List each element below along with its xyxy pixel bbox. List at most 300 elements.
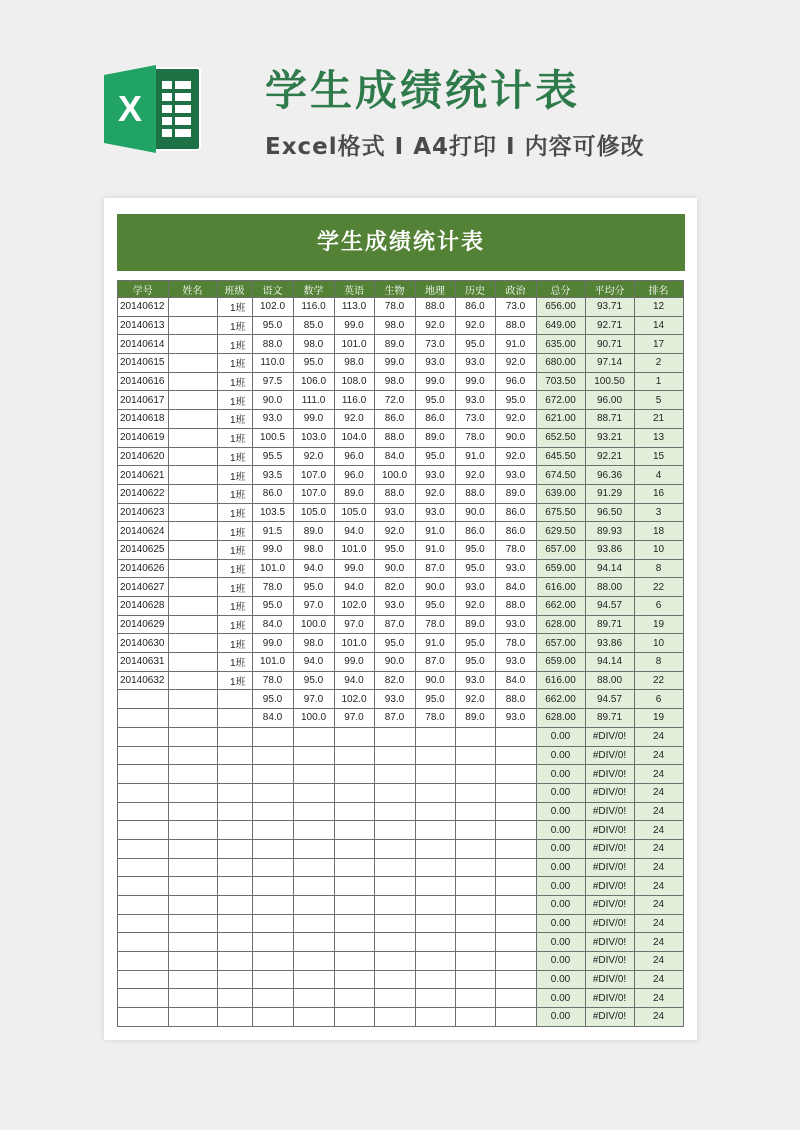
- cell-politics[interactable]: 95.0: [495, 391, 536, 410]
- cell-rank[interactable]: 15: [634, 447, 683, 466]
- cell-student-id[interactable]: [118, 727, 169, 746]
- cell-total[interactable]: 639.00: [536, 484, 585, 503]
- cell-math[interactable]: [293, 1008, 334, 1027]
- cell-class[interactable]: 1班: [217, 298, 252, 317]
- cell-english[interactable]: 89.0: [334, 484, 374, 503]
- column-header-biology[interactable]: 生物: [374, 281, 415, 298]
- cell-geography[interactable]: 78.0: [415, 709, 455, 728]
- cell-average[interactable]: 89.71: [585, 615, 634, 634]
- cell-politics[interactable]: [495, 727, 536, 746]
- column-header-chinese[interactable]: 语文: [252, 281, 293, 298]
- cell-geography[interactable]: [415, 877, 455, 896]
- cell-class[interactable]: [217, 802, 252, 821]
- cell-geography[interactable]: 91.0: [415, 634, 455, 653]
- cell-english[interactable]: 92.0: [334, 410, 374, 429]
- cell-history[interactable]: 88.0: [455, 484, 495, 503]
- cell-history[interactable]: 86.0: [455, 522, 495, 541]
- cell-math[interactable]: [293, 746, 334, 765]
- cell-politics[interactable]: [495, 914, 536, 933]
- cell-average[interactable]: 94.14: [585, 559, 634, 578]
- cell-average[interactable]: 89.71: [585, 709, 634, 728]
- cell-name[interactable]: [168, 428, 217, 447]
- cell-name[interactable]: [168, 783, 217, 802]
- cell-politics[interactable]: 88.0: [495, 690, 536, 709]
- cell-average[interactable]: 88.00: [585, 578, 634, 597]
- cell-class[interactable]: [217, 1008, 252, 1027]
- cell-total[interactable]: 649.00: [536, 316, 585, 335]
- cell-chinese[interactable]: [252, 858, 293, 877]
- cell-english[interactable]: [334, 746, 374, 765]
- cell-biology[interactable]: [374, 877, 415, 896]
- cell-politics[interactable]: [495, 858, 536, 877]
- cell-chinese[interactable]: [252, 970, 293, 989]
- cell-english[interactable]: 99.0: [334, 559, 374, 578]
- cell-total[interactable]: 0.00: [536, 858, 585, 877]
- cell-english[interactable]: 96.0: [334, 447, 374, 466]
- cell-english[interactable]: [334, 970, 374, 989]
- cell-average[interactable]: #DIV/0!: [585, 896, 634, 915]
- cell-class[interactable]: [217, 690, 252, 709]
- cell-rank[interactable]: 22: [634, 578, 683, 597]
- cell-english[interactable]: [334, 877, 374, 896]
- cell-name[interactable]: [168, 821, 217, 840]
- cell-rank[interactable]: 24: [634, 839, 683, 858]
- cell-total[interactable]: 662.00: [536, 597, 585, 616]
- cell-geography[interactable]: [415, 839, 455, 858]
- cell-chinese[interactable]: [252, 746, 293, 765]
- cell-rank[interactable]: 8: [634, 559, 683, 578]
- cell-politics[interactable]: 89.0: [495, 484, 536, 503]
- cell-geography[interactable]: 86.0: [415, 410, 455, 429]
- cell-politics[interactable]: [495, 765, 536, 784]
- cell-average[interactable]: 96.36: [585, 466, 634, 485]
- cell-rank[interactable]: 17: [634, 335, 683, 354]
- cell-math[interactable]: 107.0: [293, 484, 334, 503]
- cell-student-id[interactable]: 20140620: [118, 447, 169, 466]
- cell-student-id[interactable]: [118, 952, 169, 971]
- cell-math[interactable]: [293, 914, 334, 933]
- cell-english[interactable]: 102.0: [334, 597, 374, 616]
- cell-total[interactable]: 0.00: [536, 914, 585, 933]
- cell-history[interactable]: 93.0: [455, 578, 495, 597]
- cell-biology[interactable]: [374, 802, 415, 821]
- cell-politics[interactable]: 78.0: [495, 634, 536, 653]
- cell-average[interactable]: 93.71: [585, 298, 634, 317]
- cell-total[interactable]: 657.00: [536, 540, 585, 559]
- cell-biology[interactable]: 88.0: [374, 484, 415, 503]
- cell-rank[interactable]: 24: [634, 1008, 683, 1027]
- cell-geography[interactable]: 87.0: [415, 559, 455, 578]
- cell-chinese[interactable]: [252, 783, 293, 802]
- cell-chinese[interactable]: [252, 727, 293, 746]
- cell-chinese[interactable]: [252, 821, 293, 840]
- cell-history[interactable]: 73.0: [455, 410, 495, 429]
- cell-total[interactable]: 0.00: [536, 783, 585, 802]
- cell-class[interactable]: [217, 989, 252, 1008]
- cell-rank[interactable]: 2: [634, 354, 683, 373]
- column-header-student-id[interactable]: 学号: [118, 281, 169, 298]
- cell-rank[interactable]: 24: [634, 914, 683, 933]
- cell-name[interactable]: [168, 765, 217, 784]
- cell-politics[interactable]: [495, 802, 536, 821]
- cell-name[interactable]: [168, 690, 217, 709]
- cell-biology[interactable]: [374, 914, 415, 933]
- column-header-math[interactable]: 数学: [293, 281, 334, 298]
- cell-biology[interactable]: [374, 839, 415, 858]
- cell-average[interactable]: 94.57: [585, 690, 634, 709]
- cell-geography[interactable]: 78.0: [415, 615, 455, 634]
- cell-biology[interactable]: 89.0: [374, 335, 415, 354]
- cell-history[interactable]: [455, 727, 495, 746]
- cell-english[interactable]: 101.0: [334, 540, 374, 559]
- cell-english[interactable]: [334, 1008, 374, 1027]
- cell-rank[interactable]: 10: [634, 540, 683, 559]
- cell-class[interactable]: 1班: [217, 578, 252, 597]
- cell-student-id[interactable]: [118, 802, 169, 821]
- cell-politics[interactable]: [495, 821, 536, 840]
- cell-politics[interactable]: 93.0: [495, 615, 536, 634]
- cell-biology[interactable]: 82.0: [374, 578, 415, 597]
- cell-rank[interactable]: 12: [634, 298, 683, 317]
- cell-total[interactable]: 656.00: [536, 298, 585, 317]
- cell-chinese[interactable]: 101.0: [252, 653, 293, 672]
- cell-student-id[interactable]: [118, 989, 169, 1008]
- cell-english[interactable]: [334, 858, 374, 877]
- cell-geography[interactable]: [415, 765, 455, 784]
- cell-politics[interactable]: 92.0: [495, 354, 536, 373]
- cell-total[interactable]: 0.00: [536, 765, 585, 784]
- cell-total[interactable]: 0.00: [536, 896, 585, 915]
- cell-english[interactable]: 113.0: [334, 298, 374, 317]
- cell-english[interactable]: 101.0: [334, 335, 374, 354]
- cell-average[interactable]: 96.00: [585, 391, 634, 410]
- cell-total[interactable]: 680.00: [536, 354, 585, 373]
- cell-geography[interactable]: [415, 858, 455, 877]
- cell-geography[interactable]: 73.0: [415, 335, 455, 354]
- cell-politics[interactable]: 88.0: [495, 597, 536, 616]
- cell-biology[interactable]: 90.0: [374, 559, 415, 578]
- cell-class[interactable]: [217, 727, 252, 746]
- cell-total[interactable]: 0.00: [536, 839, 585, 858]
- cell-total[interactable]: 616.00: [536, 578, 585, 597]
- cell-student-id[interactable]: [118, 690, 169, 709]
- cell-total[interactable]: 0.00: [536, 952, 585, 971]
- cell-total[interactable]: 616.00: [536, 671, 585, 690]
- cell-math[interactable]: 100.0: [293, 615, 334, 634]
- cell-rank[interactable]: 19: [634, 615, 683, 634]
- cell-average[interactable]: #DIV/0!: [585, 970, 634, 989]
- cell-total[interactable]: 635.00: [536, 335, 585, 354]
- cell-geography[interactable]: 87.0: [415, 653, 455, 672]
- cell-politics[interactable]: 93.0: [495, 709, 536, 728]
- cell-biology[interactable]: 78.0: [374, 298, 415, 317]
- cell-chinese[interactable]: [252, 765, 293, 784]
- cell-math[interactable]: [293, 858, 334, 877]
- cell-chinese[interactable]: 86.0: [252, 484, 293, 503]
- cell-history[interactable]: [455, 802, 495, 821]
- cell-history[interactable]: 95.0: [455, 559, 495, 578]
- cell-politics[interactable]: 92.0: [495, 410, 536, 429]
- cell-class[interactable]: 1班: [217, 671, 252, 690]
- cell-geography[interactable]: 99.0: [415, 372, 455, 391]
- cell-chinese[interactable]: [252, 839, 293, 858]
- cell-politics[interactable]: 73.0: [495, 298, 536, 317]
- cell-biology[interactable]: 92.0: [374, 522, 415, 541]
- cell-math[interactable]: 98.0: [293, 335, 334, 354]
- cell-english[interactable]: 99.0: [334, 653, 374, 672]
- cell-geography[interactable]: 93.0: [415, 354, 455, 373]
- cell-student-id[interactable]: [118, 858, 169, 877]
- cell-chinese[interactable]: 84.0: [252, 615, 293, 634]
- cell-student-id[interactable]: [118, 933, 169, 952]
- cell-rank[interactable]: 13: [634, 428, 683, 447]
- cell-rank[interactable]: 24: [634, 765, 683, 784]
- cell-rank[interactable]: 24: [634, 727, 683, 746]
- cell-class[interactable]: 1班: [217, 316, 252, 335]
- cell-english[interactable]: 97.0: [334, 709, 374, 728]
- cell-name[interactable]: [168, 933, 217, 952]
- cell-chinese[interactable]: 97.5: [252, 372, 293, 391]
- cell-average[interactable]: 90.71: [585, 335, 634, 354]
- cell-history[interactable]: [455, 952, 495, 971]
- cell-class[interactable]: [217, 765, 252, 784]
- cell-history[interactable]: [455, 765, 495, 784]
- cell-chinese[interactable]: [252, 802, 293, 821]
- cell-geography[interactable]: 95.0: [415, 690, 455, 709]
- cell-average[interactable]: 93.21: [585, 428, 634, 447]
- cell-biology[interactable]: [374, 970, 415, 989]
- cell-class[interactable]: [217, 914, 252, 933]
- cell-biology[interactable]: 84.0: [374, 447, 415, 466]
- cell-history[interactable]: 86.0: [455, 298, 495, 317]
- cell-rank[interactable]: 10: [634, 634, 683, 653]
- cell-math[interactable]: 107.0: [293, 466, 334, 485]
- cell-math[interactable]: 94.0: [293, 653, 334, 672]
- cell-average[interactable]: 92.71: [585, 316, 634, 335]
- cell-geography[interactable]: 88.0: [415, 298, 455, 317]
- cell-math[interactable]: [293, 989, 334, 1008]
- cell-english[interactable]: 97.0: [334, 615, 374, 634]
- cell-politics[interactable]: [495, 952, 536, 971]
- cell-history[interactable]: 78.0: [455, 428, 495, 447]
- cell-politics[interactable]: 84.0: [495, 578, 536, 597]
- cell-math[interactable]: 100.0: [293, 709, 334, 728]
- cell-biology[interactable]: 88.0: [374, 428, 415, 447]
- cell-class[interactable]: 1班: [217, 634, 252, 653]
- cell-average[interactable]: 89.93: [585, 522, 634, 541]
- cell-rank[interactable]: 6: [634, 597, 683, 616]
- cell-name[interactable]: [168, 447, 217, 466]
- cell-name[interactable]: [168, 709, 217, 728]
- cell-class[interactable]: 1班: [217, 615, 252, 634]
- cell-geography[interactable]: 95.0: [415, 447, 455, 466]
- cell-total[interactable]: 659.00: [536, 653, 585, 672]
- cell-history[interactable]: 99.0: [455, 372, 495, 391]
- cell-student-id[interactable]: [118, 765, 169, 784]
- cell-class[interactable]: [217, 933, 252, 952]
- cell-math[interactable]: 97.0: [293, 690, 334, 709]
- cell-average[interactable]: #DIV/0!: [585, 914, 634, 933]
- cell-name[interactable]: [168, 653, 217, 672]
- cell-average[interactable]: #DIV/0!: [585, 858, 634, 877]
- cell-class[interactable]: [217, 970, 252, 989]
- cell-biology[interactable]: [374, 746, 415, 765]
- cell-chinese[interactable]: 78.0: [252, 671, 293, 690]
- cell-student-id[interactable]: [118, 877, 169, 896]
- cell-total[interactable]: 0.00: [536, 1008, 585, 1027]
- cell-biology[interactable]: 93.0: [374, 503, 415, 522]
- cell-class[interactable]: 1班: [217, 354, 252, 373]
- cell-english[interactable]: 116.0: [334, 391, 374, 410]
- cell-class[interactable]: 1班: [217, 335, 252, 354]
- cell-geography[interactable]: 89.0: [415, 428, 455, 447]
- cell-math[interactable]: 95.0: [293, 578, 334, 597]
- cell-student-id[interactable]: [118, 914, 169, 933]
- cell-english[interactable]: [334, 783, 374, 802]
- cell-politics[interactable]: 91.0: [495, 335, 536, 354]
- cell-biology[interactable]: 93.0: [374, 690, 415, 709]
- cell-biology[interactable]: 99.0: [374, 354, 415, 373]
- cell-biology[interactable]: [374, 1008, 415, 1027]
- cell-name[interactable]: [168, 671, 217, 690]
- cell-class[interactable]: [217, 952, 252, 971]
- cell-history[interactable]: [455, 746, 495, 765]
- cell-politics[interactable]: [495, 1008, 536, 1027]
- cell-biology[interactable]: [374, 783, 415, 802]
- cell-math[interactable]: [293, 970, 334, 989]
- cell-student-id[interactable]: 20140628: [118, 597, 169, 616]
- cell-history[interactable]: 95.0: [455, 335, 495, 354]
- cell-name[interactable]: [168, 578, 217, 597]
- cell-average[interactable]: 88.00: [585, 671, 634, 690]
- cell-math[interactable]: [293, 933, 334, 952]
- cell-total[interactable]: 0.00: [536, 970, 585, 989]
- cell-math[interactable]: [293, 765, 334, 784]
- cell-geography[interactable]: 93.0: [415, 466, 455, 485]
- cell-class[interactable]: 1班: [217, 447, 252, 466]
- cell-name[interactable]: [168, 503, 217, 522]
- cell-rank[interactable]: 24: [634, 989, 683, 1008]
- cell-chinese[interactable]: [252, 989, 293, 1008]
- cell-rank[interactable]: 16: [634, 484, 683, 503]
- cell-average[interactable]: #DIV/0!: [585, 1008, 634, 1027]
- cell-biology[interactable]: [374, 952, 415, 971]
- cell-biology[interactable]: [374, 858, 415, 877]
- cell-rank[interactable]: 18: [634, 522, 683, 541]
- cell-class[interactable]: 1班: [217, 597, 252, 616]
- cell-geography[interactable]: 93.0: [415, 503, 455, 522]
- cell-biology[interactable]: 98.0: [374, 316, 415, 335]
- cell-history[interactable]: 90.0: [455, 503, 495, 522]
- cell-student-id[interactable]: 20140616: [118, 372, 169, 391]
- cell-name[interactable]: [168, 746, 217, 765]
- cell-average[interactable]: #DIV/0!: [585, 839, 634, 858]
- cell-english[interactable]: 94.0: [334, 522, 374, 541]
- cell-class[interactable]: [217, 877, 252, 896]
- cell-name[interactable]: [168, 298, 217, 317]
- cell-english[interactable]: 104.0: [334, 428, 374, 447]
- cell-name[interactable]: [168, 540, 217, 559]
- cell-rank[interactable]: 24: [634, 952, 683, 971]
- cell-class[interactable]: [217, 839, 252, 858]
- cell-student-id[interactable]: 20140622: [118, 484, 169, 503]
- cell-name[interactable]: [168, 858, 217, 877]
- cell-math[interactable]: 98.0: [293, 540, 334, 559]
- cell-politics[interactable]: 84.0: [495, 671, 536, 690]
- cell-history[interactable]: 93.0: [455, 354, 495, 373]
- cell-class[interactable]: [217, 709, 252, 728]
- cell-total[interactable]: 672.00: [536, 391, 585, 410]
- cell-history[interactable]: [455, 839, 495, 858]
- cell-rank[interactable]: 22: [634, 671, 683, 690]
- cell-math[interactable]: [293, 783, 334, 802]
- cell-rank[interactable]: 19: [634, 709, 683, 728]
- cell-politics[interactable]: 86.0: [495, 522, 536, 541]
- cell-name[interactable]: [168, 914, 217, 933]
- cell-geography[interactable]: [415, 783, 455, 802]
- cell-total[interactable]: 662.00: [536, 690, 585, 709]
- cell-politics[interactable]: 86.0: [495, 503, 536, 522]
- cell-rank[interactable]: 6: [634, 690, 683, 709]
- cell-rank[interactable]: 14: [634, 316, 683, 335]
- cell-name[interactable]: [168, 634, 217, 653]
- cell-chinese[interactable]: 95.0: [252, 690, 293, 709]
- cell-geography[interactable]: [415, 952, 455, 971]
- cell-geography[interactable]: 90.0: [415, 671, 455, 690]
- cell-geography[interactable]: [415, 896, 455, 915]
- cell-average[interactable]: 92.21: [585, 447, 634, 466]
- cell-name[interactable]: [168, 466, 217, 485]
- cell-politics[interactable]: [495, 877, 536, 896]
- column-header-class[interactable]: 班级: [217, 281, 252, 298]
- cell-math[interactable]: [293, 802, 334, 821]
- cell-history[interactable]: 93.0: [455, 671, 495, 690]
- cell-student-id[interactable]: [118, 839, 169, 858]
- cell-average[interactable]: #DIV/0!: [585, 802, 634, 821]
- cell-history[interactable]: 92.0: [455, 690, 495, 709]
- cell-geography[interactable]: 92.0: [415, 316, 455, 335]
- cell-student-id[interactable]: 20140625: [118, 540, 169, 559]
- cell-average[interactable]: #DIV/0!: [585, 952, 634, 971]
- cell-average[interactable]: #DIV/0!: [585, 821, 634, 840]
- cell-english[interactable]: 108.0: [334, 372, 374, 391]
- cell-name[interactable]: [168, 391, 217, 410]
- cell-name[interactable]: [168, 372, 217, 391]
- cell-history[interactable]: 91.0: [455, 447, 495, 466]
- cell-class[interactable]: 1班: [217, 559, 252, 578]
- cell-history[interactable]: 92.0: [455, 597, 495, 616]
- cell-name[interactable]: [168, 952, 217, 971]
- cell-class[interactable]: [217, 896, 252, 915]
- cell-history[interactable]: [455, 877, 495, 896]
- cell-math[interactable]: 95.0: [293, 671, 334, 690]
- cell-math[interactable]: [293, 821, 334, 840]
- cell-history[interactable]: 92.0: [455, 316, 495, 335]
- cell-total[interactable]: 675.50: [536, 503, 585, 522]
- cell-math[interactable]: [293, 839, 334, 858]
- cell-english[interactable]: [334, 989, 374, 1008]
- cell-history[interactable]: 95.0: [455, 540, 495, 559]
- cell-rank[interactable]: 1: [634, 372, 683, 391]
- cell-geography[interactable]: [415, 1008, 455, 1027]
- cell-class[interactable]: 1班: [217, 466, 252, 485]
- cell-average[interactable]: #DIV/0!: [585, 783, 634, 802]
- cell-history[interactable]: [455, 914, 495, 933]
- cell-biology[interactable]: [374, 765, 415, 784]
- cell-chinese[interactable]: 95.0: [252, 316, 293, 335]
- cell-chinese[interactable]: 91.5: [252, 522, 293, 541]
- cell-student-id[interactable]: 20140631: [118, 653, 169, 672]
